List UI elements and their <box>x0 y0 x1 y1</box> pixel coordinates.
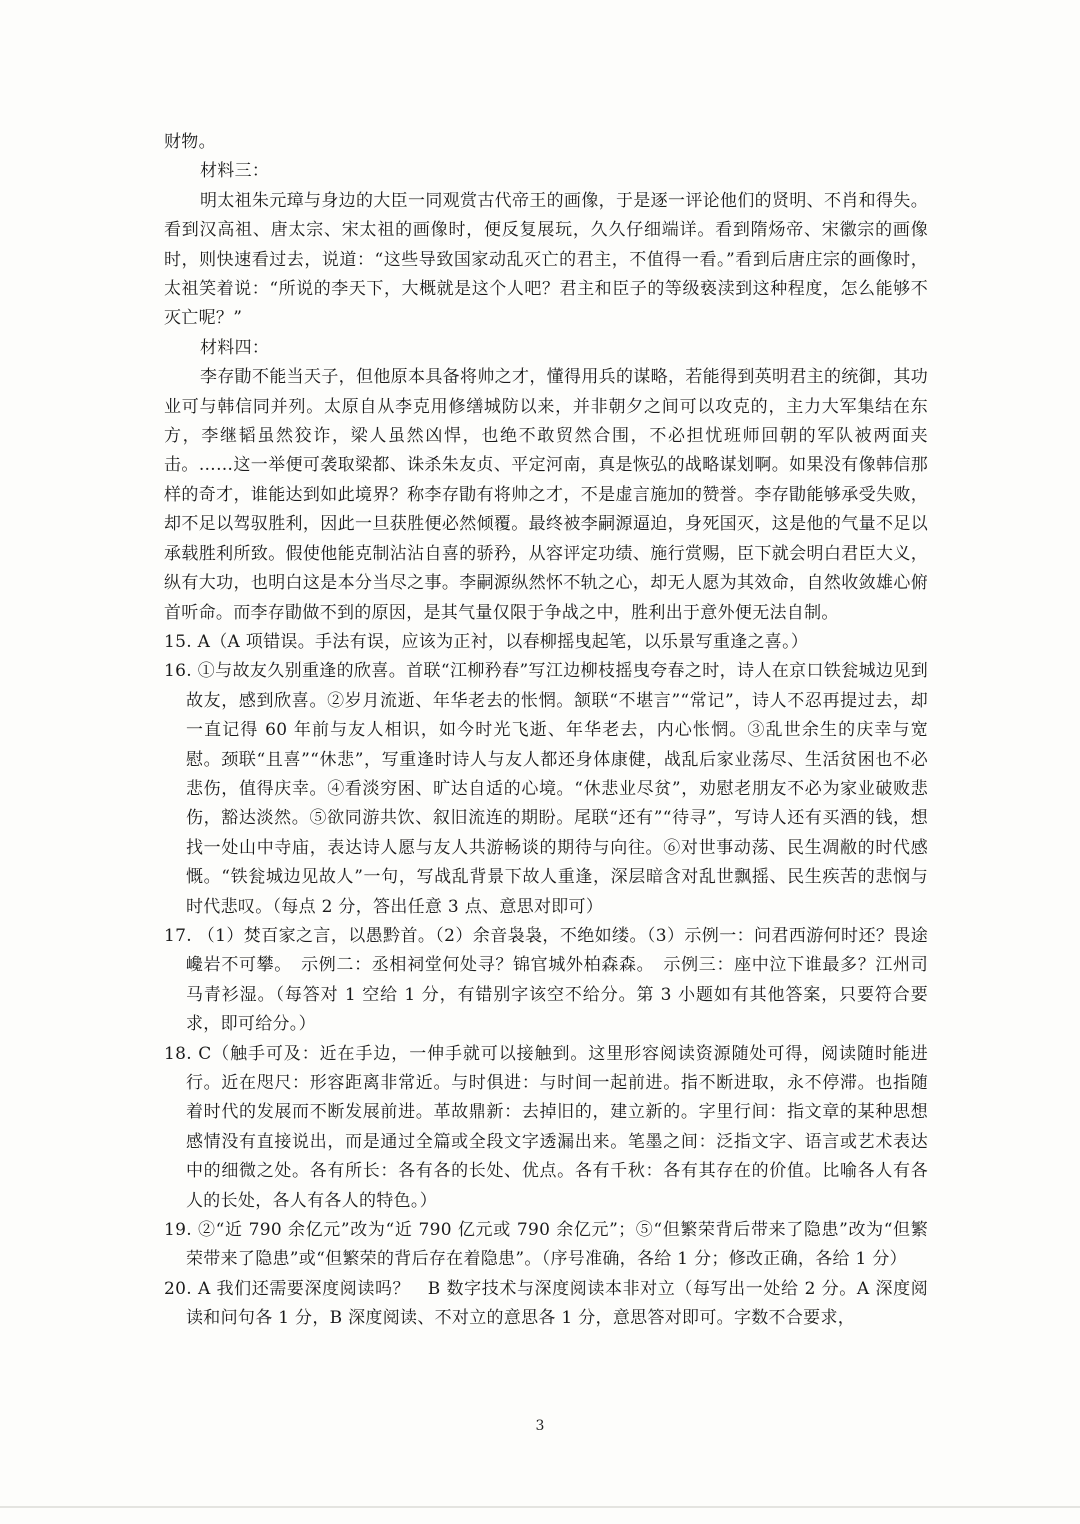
answer-17: 17. （1）焚百家之言，以愚黔首。（2）余音袅袅，不绝如缕。（3）示例一：问君西游何时还？畏途巉岩不可攀。 示例二：丞相祠堂何处寻？锦官城外柏森森。 示例三：座中泣下谁最多？江州司马青衫湿。（每答对 1 空给 1 分，有错别字该空不给分。第 3 小题如有其他答案，只要符合要求，即可给分。） <box>164 925 928 1035</box>
page-number: 3 <box>535 1418 545 1434</box>
material-four-heading: 材料四： <box>200 337 270 358</box>
page-bottom-edge <box>0 1506 1080 1508</box>
material-three-heading: 材料三： <box>200 161 270 182</box>
material-three-text: 明太祖朱元璋与身边的大臣一同观赏古代帝王的画像，于是逐一评论他们的贤明、不肖和得失。看到汉高祖、唐太宗、宋太祖的画像时，便反复展玩，久久仔细端详。看到隋炀帝、宋徽宗的画像时，则快速看过去，说道：“这些导致国家动乱灭亡的君主，不值得一看。”看到后唐庄宗的画像时，太祖笑着说：“所说的李天下，大概就是这个人吧？君主和臣子的等级亵渎到这种程度，怎么能够不灭亡呢？” <box>164 190 928 329</box>
answer-16: 16. ①与故友久别重逢的欣喜。首联“江柳矜春”写江边柳枝摇曳夸春之时，诗人在京口铁瓮城边见到故友，感到欣喜。②岁月流逝、年华老去的怅惘。颔联“不堪言”“常记”，诗人不忍再提过去，却一直记得 60 年前与友人相识，如今时光飞逝、年华老去，内心怅惘。③乱世余生的庆幸与宽慰。颈联“且喜”“休悲”，写重逢时诗人与友人都还身体康健，战乱后家业荡尽、生活贫困也不必悲伤，值得庆幸。④看淡穷困、旷达自适的心境。“休悲业尽贫”，劝慰老朋友不必为家业破败悲伤，豁达淡然。⑤欲同游共饮、叙旧流连的期盼。尾联“还有”“待寻”，写诗人还有买酒的钱，想找一处山中寺庙，表达诗人愿与友人共游畅谈的期待与向往。⑥对世事动荡、民生凋敝的时代感慨。“铁瓮城边见故人”一句，写战乱背景下故人重逢，深层暗含对乱世飘摇、民生疾苦的悲悯与时代悲叹。（每点 2 分，答出任意 3 点、意思对即可） <box>164 661 928 917</box>
answer-19: 19. ②“近 790 余亿元”改为“近 790 亿元或 790 余亿元”；⑤“但繁荣背后带来了隐患”改为“但繁荣带来了隐患”或“但繁荣的背后存在着隐患”。（序号准确，各给 1 分；修改正确，各给 1 分） <box>164 1220 928 1270</box>
answer-18: 18. C（触手可及：近在手边，一伸手就可以接触到。这里形容阅读资源随处可得，阅读随时能进行。近在咫尺：形容距离非常近。与时俱进：与时间一起前进。指不断进取，永不停滞。也指随着时代的发展而不断发展前进。革故鼎新：去掉旧的，建立新的。字里行间：指文章的某种思想感情没有直接说出，而是通过全篇或全段文字透漏出来。笔墨之间：泛指文字、语言或艺术表达中的细微之处。各有所长：各有各的长处、优点。各有千秋：各有其存在的价值。比喻各人有各人的长处，各人有各人的特色。） <box>164 1043 928 1211</box>
continuation-text: 财物。 <box>164 132 216 152</box>
answer-15: 15. A（A 项错误。手法有误，应该为正衬，以春柳摇曳起笔，以乐景写重逢之喜。） <box>164 631 809 652</box>
material-four-text: 李存勖不能当天子，但他原本具备将帅之才，懂得用兵的谋略，若能得到英明君主的统御，其功业可与韩信同并列。太原自从李克用修缮城防以来，并非朝夕之间可以攻克的，主力大军集结在东方，李继韬虽然狡诈，梁人虽然凶悍，也绝不敢贸然合围，不必担忧班师回朝的军队被两面夹击。……这一举便可袭取梁都、诛杀朱友贞、平定河南，真是恢弘的战略谋划啊。如果没有像韩信那样的奇才，谁能达到如此境界？称李存勖有将帅之才，不是虚言施加的赞誉。李存勖能够承受失败，却不足以驾驭胜利，因此一旦获胜便必然倾覆。最终被李嗣源逼迫，身死国灭，这是他的气量不足以承载胜利所致。假使他能克制沾沾自喜的骄矜，从容评定功绩、施行赏赐，臣下就会明白君臣大义，纵有大功，也明白这是本分当尽之事。李嗣源纵然怀不轨之心，却无人愿为其效命，自然收敛雄心俯首听命。而李存勖做不到的原因，是其气量仅限于争战之中，胜利出于意外便无法自制。 <box>164 367 928 623</box>
page-content <box>164 128 928 1334</box>
answer-20: 20. A 我们还需要深度阅读吗？ B 数字技术与深度阅读本非对立（每写出一处给 2 分。A 深度阅读和问句各 1 分，B 深度阅读、不对立的意思各 1 分，意思答对即可。字数不合要求， <box>164 1278 928 1329</box>
